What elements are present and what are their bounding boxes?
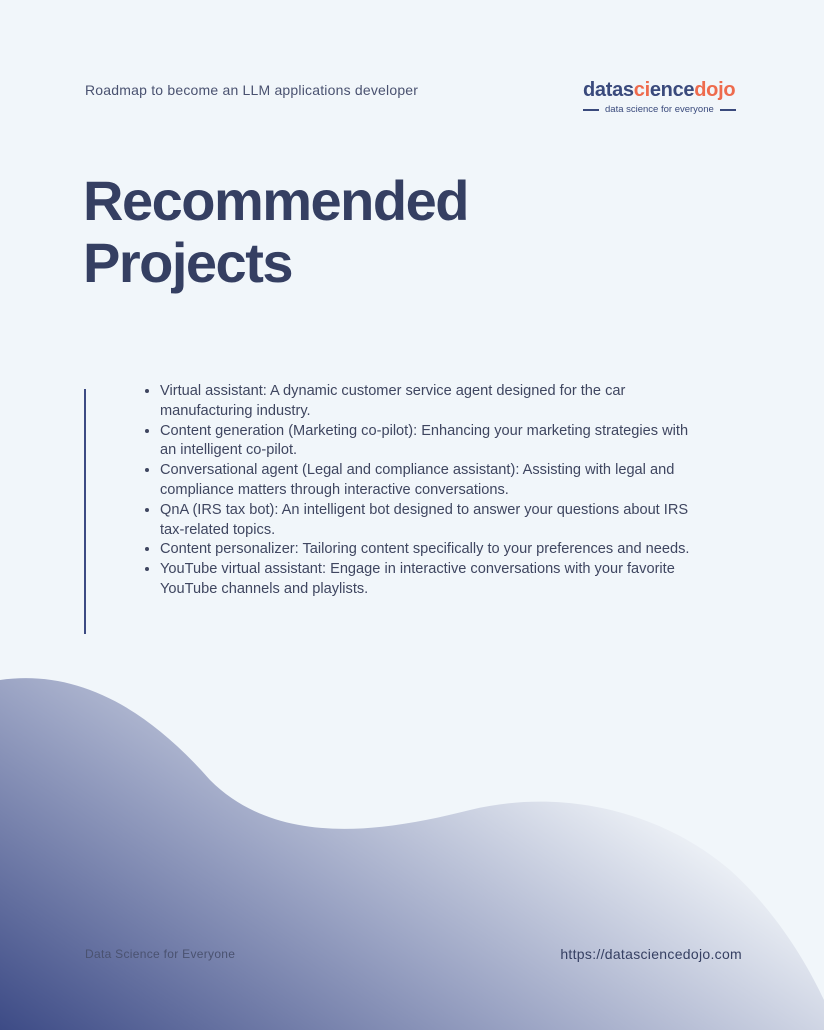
page-title-line-2: Projects [83,231,292,294]
footer-website-link[interactable]: https://datasciencedojo.com [560,946,742,962]
header-caption: Roadmap to become an LLM applications developer [85,82,419,98]
list-accent-bar [84,389,86,634]
page-title [83,170,468,294]
logo-part-1: datas [583,79,634,101]
logo-part-3: ence [649,79,695,101]
list-item: • Conversational agent (Legal and compliance assistant): Assisting with legal and compliance matters through interactive conversations. [160,461,700,501]
logo-part-4: dojo [694,79,736,101]
logo-dash-left [583,109,599,111]
logo-wordmark [583,78,743,102]
logo-tagline: data science for everyone [605,104,714,115]
logo-part-2: ci [633,79,650,101]
decorative-wave [0,670,824,1030]
projects-list [142,382,700,600]
list-item: • YouTube virtual assistant: Engage in interactive conversations with your favorite YouTube channels and playlists. [160,560,700,600]
list-item: • Content generation (Marketing co-pilot): Enhancing your marketing strategies with an intelligent co-pilot. [160,422,700,462]
list-item: • Content personalizer: Tailoring content specifically to your preferences and needs. [160,540,700,560]
logo-dash-right [720,109,736,111]
logo-tagline-row [583,104,743,115]
footer-tagline: Data Science for Everyone [85,947,236,961]
list-item: • Virtual assistant: A dynamic customer service agent designed for the car manufacturing industry. [160,382,700,422]
datasciencedojo-logo[interactable] [583,78,743,115]
page-title-line-1: Recommended [83,169,468,232]
list-item: • QnA (IRS tax bot): An intelligent bot designed to answer your questions about IRS tax-related topics. [160,501,700,541]
